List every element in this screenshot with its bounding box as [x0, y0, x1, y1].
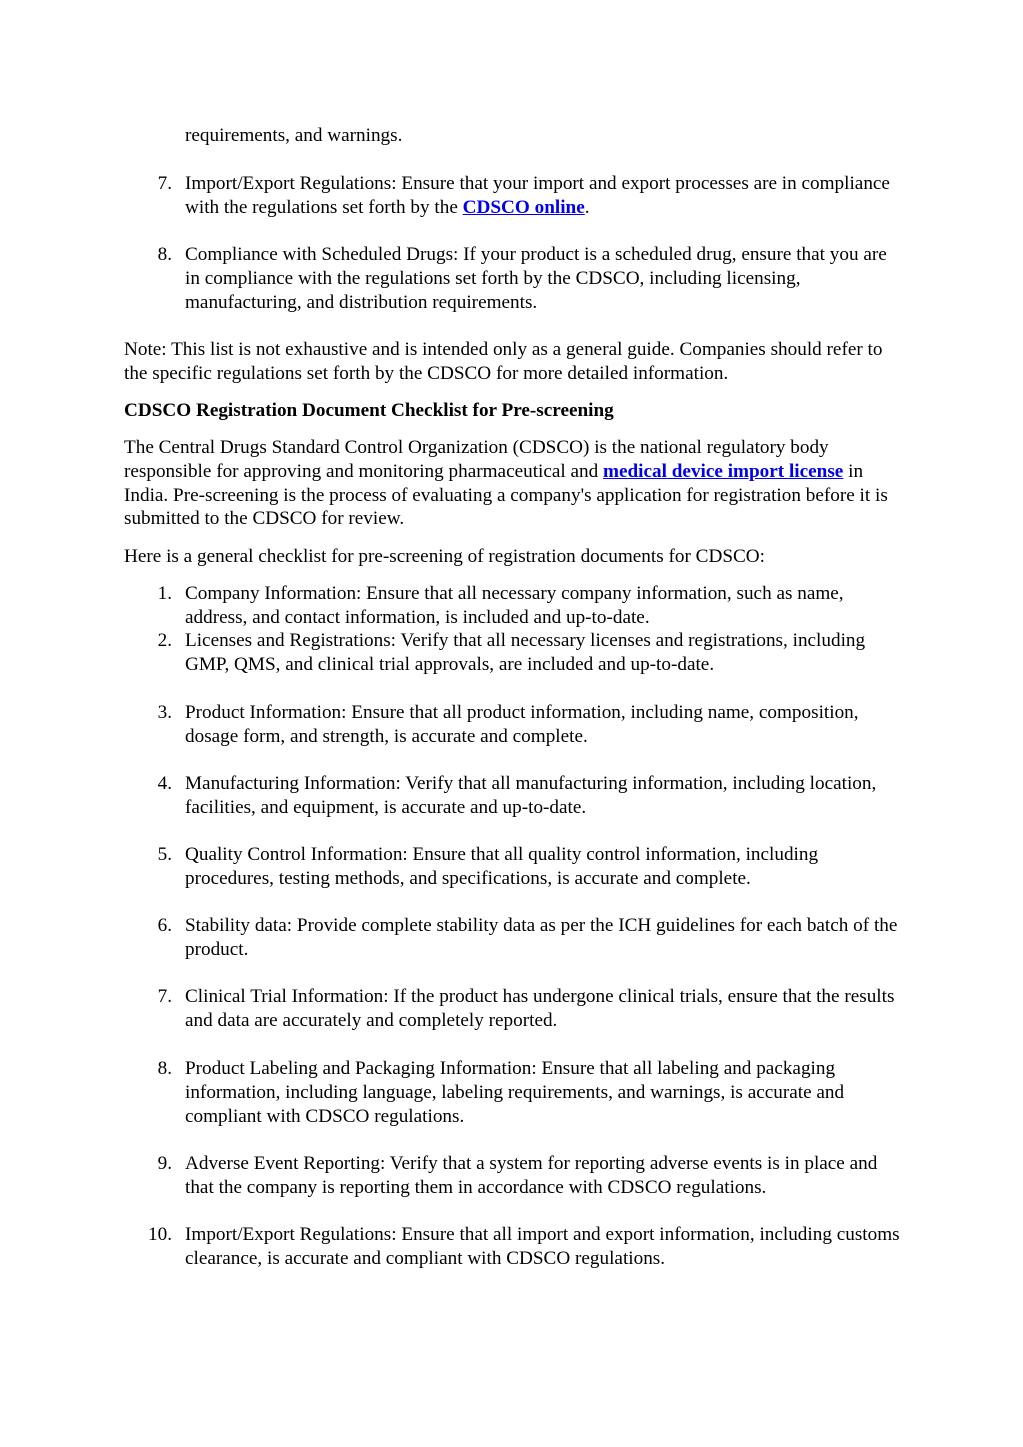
checklist-item-number: 4. — [157, 773, 172, 794]
checklist-item-text: Adverse Event Reporting: Verify that a system for reporting adverse events is in place and that the company is reporting them in accordance with CDSCO regulations. — [185, 1153, 878, 1198]
checklist-item-text: Licenses and Registrations: Verify that all necessary licenses and registrations, including GMP, QMS, and clinical trial approvals, are included and up-to-date. — [185, 630, 866, 675]
list-item-text: requirements, and warnings. — [185, 125, 403, 146]
checklist-item-number: 8. — [157, 1058, 172, 1079]
cdsco-online-link[interactable]: CDSCO online — [462, 196, 585, 218]
list-item-text — [185, 172, 905, 220]
checklist-item-number: 7. — [157, 986, 172, 1007]
checklist-item-text: Stability data: Provide complete stability data as per the ICH guidelines for each batch of the product. — [185, 915, 898, 960]
checklist-item-text: Quality Control Information: Ensure that all quality control information, including procedures, testing methods, and specifications, is accurate and complete. — [185, 844, 819, 889]
list-item-text: Compliance with Scheduled Drugs: If your product is a scheduled drug, ensure that you are in compliance with the regulations set forth by the CDSCO, including licensing, manufacturing, and distribution requirements. — [185, 244, 887, 313]
checklist-item-text: Manufacturing Information: Verify that all manufacturing information, including location, facilities, and equipment, is accurate and up-to-date. — [185, 773, 877, 818]
checklist-item-number: 3. — [157, 702, 172, 723]
checklist-item-text: Product Labeling and Packaging Information: Ensure that all labeling and packaging information, including language, labeling requirements, and warnings, is accurate and compliant with CDSCO regulations. — [185, 1058, 845, 1127]
medical-device-import-license-link[interactable]: medical device import license — [603, 460, 844, 482]
list-item-text-after: . — [584, 196, 590, 218]
checklist-item-number: 1. — [157, 583, 172, 604]
checklist-item-text: Clinical Trial Information: If the product has undergone clinical trials, ensure that the results and data are accurately and completely reported. — [185, 986, 895, 1031]
list-item-number: 7. — [157, 173, 172, 194]
checklist-item-number: 9. — [157, 1153, 172, 1174]
checklist-item-number: 6. — [157, 915, 172, 936]
intro-text-after: in India. Pre-screening is the process of evaluating a company's application for registration before it is submitted to the CDSCO for review. — [124, 460, 888, 530]
note-paragraph: Note: This list is not exhaustive and is intended only as a general guide. Companies should refer to the specific regulations set forth by the CDSCO for more detailed information. — [124, 339, 883, 384]
intro-text-before: The Central Drugs Standard Control Organization (CDSCO) is the national regulatory body responsible for approving and monitoring pharmaceutical and — [124, 437, 829, 482]
checklist-item-number: 5. — [157, 844, 172, 865]
list-item-number: 8. — [157, 244, 172, 265]
checklist-item-text: Product Information: Ensure that all product information, including name, composition, dosage form, and strength, is accurate and complete. — [185, 702, 859, 747]
list-item-text-before: Import/Export Regulations: Ensure that your import and export processes are in compliance with the regulations set forth by the — [185, 173, 890, 218]
checklist-intro: Here is a general checklist for pre-screening of registration documents for CDSCO: — [124, 546, 765, 567]
intro-paragraph — [124, 436, 904, 531]
section-heading: CDSCO Registration Document Checklist for Pre-screening — [124, 400, 614, 421]
checklist-item-number: 10. — [148, 1224, 172, 1245]
checklist-item-number: 2. — [157, 630, 172, 651]
checklist-item-text: Company Information: Ensure that all necessary company information, such as name, address, and contact information, is included and up-to-date. — [185, 583, 844, 628]
checklist-item-text: Import/Export Regulations: Ensure that all import and export information, including customs clearance, is accurate and compliant with CDSCO regulations. — [185, 1224, 900, 1269]
